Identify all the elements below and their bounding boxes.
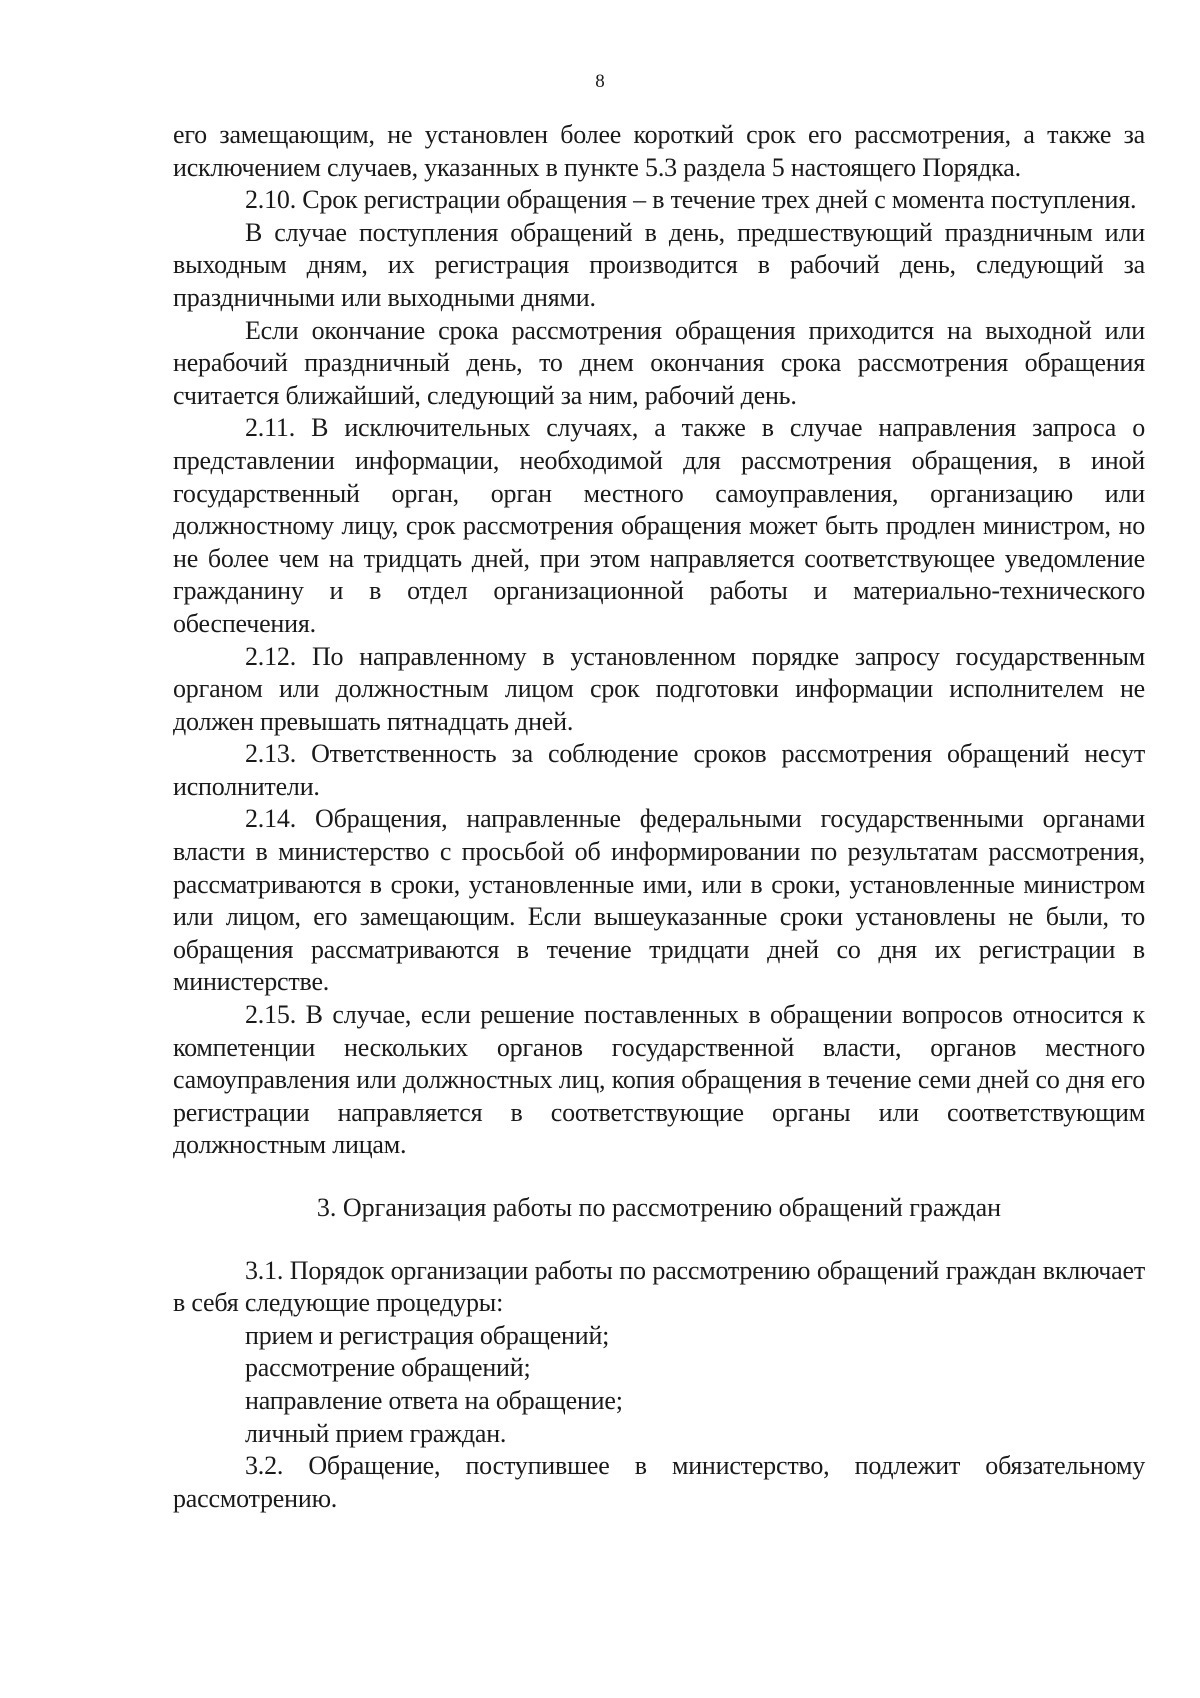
paragraph-2-10-deadline: Если окончание срока рассмотрения обращения приходится на выходной или нерабочий праздничный день, то днем окончания срока рассмотрения обращения считается ближайший, следующий за ним, рабочий день. — [173, 315, 1145, 410]
paragraph-3-1: 3.1. Порядок организации работы по рассмотрению обращений граждан включает в себя следующие процедуры: — [173, 1255, 1145, 1318]
section-3-heading: 3. Организация работы по рассмотрению обращений граждан — [316, 1193, 1002, 1222]
paragraph-2-15: 2.15. В случае, если решение поставленных в обращении вопросов относится к компетенции нескольких органов государственной власти, органов местного самоуправления или должностных лиц, копия обращения в течение семи дней со дня его регистрации направляется в соответствующие органы или соответствующим должностным лицам. — [173, 1000, 1145, 1160]
paragraph-2-13: 2.13. Ответственность за соблюдение сроков рассмотрения обращений несут исполнители. — [173, 739, 1145, 801]
paragraph-2-12: 2.12. По направленному в установленном порядке запросу государственным органом или должностным лицом срок подготовки информации исполнителем не должен превышать пятнадцать дней. — [173, 641, 1145, 736]
paragraph-3-2: 3.2. Обращение, поступившее в министерство, подлежит обязательному рассмотрению. — [173, 1451, 1145, 1513]
paragraph-2-11: 2.11. В исключительных случаях, а также в случае направления запроса о представлении информации, необходимой для рассмотрения обращения, в иной государственный орган, орган местного самоуправления, организацию или должностному лицу, срок рассмотрения обращения может быть продлен министром, но не более чем на тридцать дней, при этом направляется соответствующее уведомление гражданину и в отдел организационной работы и материально-технического обеспечения. — [173, 413, 1145, 638]
document-body — [173, 119, 1145, 1515]
procedure-item-reception: прием и регистрация обращений; — [245, 1320, 610, 1350]
procedure-item-response: направление ответа на обращение; — [245, 1385, 623, 1415]
paragraph-2-10-holidays: В случае поступления обращений в день, предшествующий праздничным или выходным дням, их регистрация производится в рабочий день, следующий за праздничными или выходными днями. — [173, 217, 1145, 312]
page-number: 8 — [595, 71, 605, 92]
paragraph-continuation: его замещающим, не установлен более короткий срок его рассмотрения, а также за исключением случаев, указанных в пункте 5.3 раздела 5 настоящего Порядка. — [173, 120, 1145, 182]
procedure-item-review: рассмотрение обращений; — [245, 1353, 531, 1383]
paragraph-2-10: 2.10. Срок регистрации обращения – в течение трех дней с момента поступления. — [245, 185, 1137, 215]
paragraph-2-14: 2.14. Обращения, направленные федеральными государственными органами власти в министерство с просьбой об информировании по результатам рассмотрения, рассматриваются в сроки, установленные ими, или в сроки, установленные министром или лицом, его замещающим. Если вышеуказанные сроки установлены не были, то обращения рассматриваются в течение тридцати дней со дня их регистрации в министерстве. — [173, 804, 1145, 997]
procedure-item-personal-reception: личный прием граждан. — [245, 1418, 507, 1448]
